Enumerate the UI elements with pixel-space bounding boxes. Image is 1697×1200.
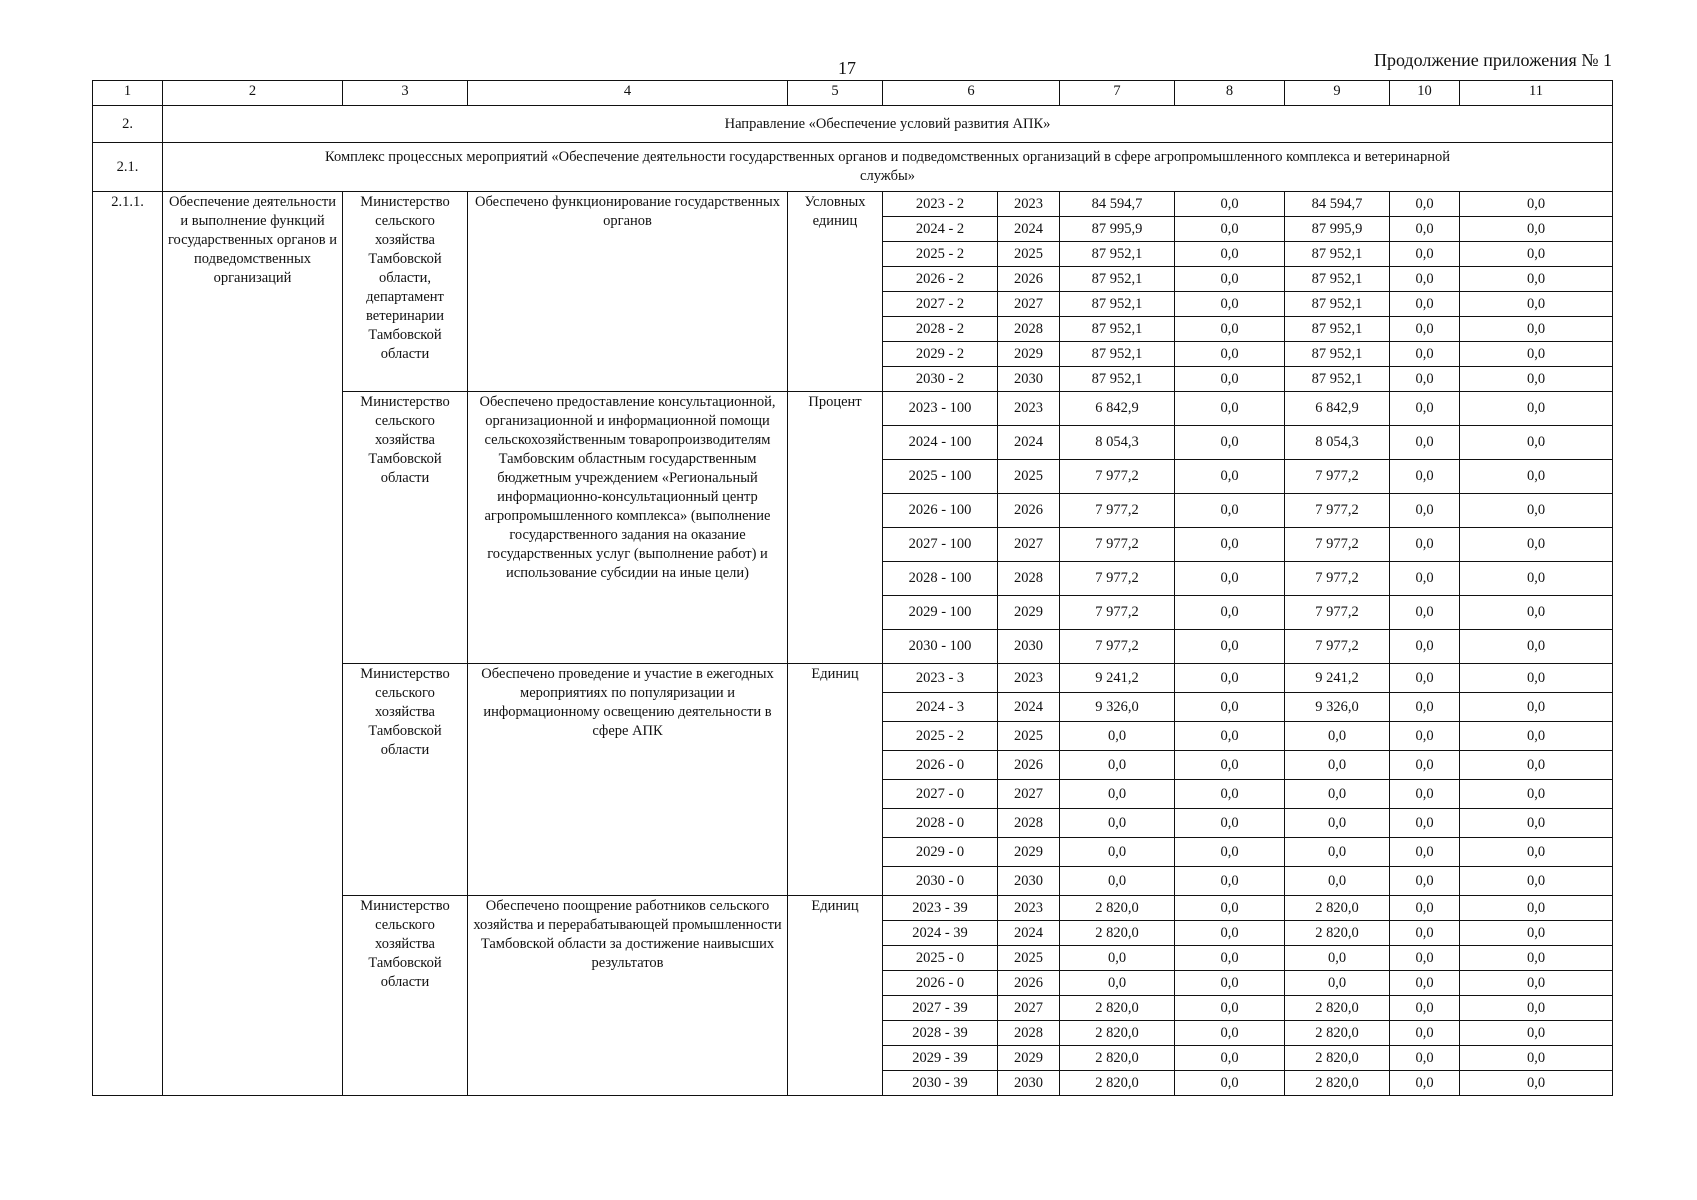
col-header: 4 [468, 81, 788, 106]
total-amount: 7 977,2 [1060, 562, 1175, 596]
municipal-amount: 0,0 [1390, 867, 1460, 896]
page-number: 17 [838, 58, 856, 78]
federal-amount: 0,0 [1175, 809, 1285, 838]
other-amount: 0,0 [1460, 838, 1613, 867]
other-amount: 0,0 [1460, 780, 1613, 809]
regional-amount: 0,0 [1285, 809, 1390, 838]
other-amount: 0,0 [1460, 946, 1613, 971]
other-amount: 0,0 [1460, 494, 1613, 528]
target-value: 2028 - 39 [883, 1021, 998, 1046]
year-cell: 2029 [998, 838, 1060, 867]
year-cell: 2024 [998, 426, 1060, 460]
result-cell: Обеспечено предоставление консультационной, организационной и информационной помощи сельскохозяйственным товаропроизводителям Тамбовским областным государственным бюджетным учреждением «Региональный информационно-консультационный центр агропромышленного комплекса» (выполнение государственного задания на оказание государственных услуг (выполнение работ) и использование субсидии на иные цели) [468, 392, 788, 664]
total-amount: 87 952,1 [1060, 267, 1175, 292]
unit-cell: Процент [788, 392, 883, 664]
year-cell: 2025 [998, 722, 1060, 751]
other-amount: 0,0 [1460, 996, 1613, 1021]
federal-amount: 0,0 [1175, 562, 1285, 596]
municipal-amount: 0,0 [1390, 838, 1460, 867]
regional-amount: 0,0 [1285, 946, 1390, 971]
year-cell: 2027 [998, 528, 1060, 562]
target-value: 2024 - 3 [883, 693, 998, 722]
target-value: 2023 - 39 [883, 896, 998, 921]
total-amount: 7 977,2 [1060, 460, 1175, 494]
federal-amount: 0,0 [1175, 921, 1285, 946]
year-cell: 2028 [998, 809, 1060, 838]
total-amount: 8 054,3 [1060, 426, 1175, 460]
year-cell: 2029 [998, 342, 1060, 367]
col-header: 6 [883, 81, 1060, 106]
federal-amount: 0,0 [1175, 292, 1285, 317]
municipal-amount: 0,0 [1390, 1071, 1460, 1096]
year-cell: 2025 [998, 242, 1060, 267]
year-cell: 2030 [998, 630, 1060, 664]
total-amount: 7 977,2 [1060, 528, 1175, 562]
target-value: 2023 - 100 [883, 392, 998, 426]
target-value: 2030 - 0 [883, 867, 998, 896]
appendix-note: Продолжение приложения № 1 [1373, 50, 1612, 70]
year-cell: 2024 [998, 693, 1060, 722]
regional-amount: 2 820,0 [1285, 896, 1390, 921]
municipal-amount: 0,0 [1390, 1046, 1460, 1071]
target-value: 2025 - 0 [883, 946, 998, 971]
target-value: 2030 - 39 [883, 1071, 998, 1096]
regional-amount: 87 952,1 [1285, 267, 1390, 292]
other-amount: 0,0 [1460, 317, 1613, 342]
col-header: 5 [788, 81, 883, 106]
result-cell: Обеспечено поощрение работников сельского хозяйства и перерабатывающей промышленности Тамбовской области за достижение наивысших результатов [468, 896, 788, 1096]
year-cell: 2029 [998, 1046, 1060, 1071]
total-amount: 2 820,0 [1060, 996, 1175, 1021]
year-cell: 2026 [998, 971, 1060, 996]
municipal-amount: 0,0 [1390, 217, 1460, 242]
regional-amount: 2 820,0 [1285, 921, 1390, 946]
year-cell: 2028 [998, 562, 1060, 596]
regional-amount: 7 977,2 [1285, 630, 1390, 664]
regional-amount: 9 326,0 [1285, 693, 1390, 722]
municipal-amount: 0,0 [1390, 426, 1460, 460]
federal-amount: 0,0 [1175, 867, 1285, 896]
federal-amount: 0,0 [1175, 1046, 1285, 1071]
other-amount: 0,0 [1460, 367, 1613, 392]
municipal-amount: 0,0 [1390, 996, 1460, 1021]
target-value: 2029 - 100 [883, 596, 998, 630]
federal-amount: 0,0 [1175, 1021, 1285, 1046]
col-header: 7 [1060, 81, 1175, 106]
total-amount: 87 952,1 [1060, 292, 1175, 317]
complex-code: 2.1. [93, 143, 163, 192]
total-amount: 0,0 [1060, 722, 1175, 751]
complex-row [93, 143, 1613, 192]
year-cell: 2025 [998, 946, 1060, 971]
municipal-amount: 0,0 [1390, 562, 1460, 596]
executor-cell: Министерство сельского хозяйства Тамбовской области [343, 896, 468, 1096]
other-amount: 0,0 [1460, 693, 1613, 722]
target-value: 2025 - 2 [883, 242, 998, 267]
municipal-amount: 0,0 [1390, 460, 1460, 494]
direction-code: 2. [93, 106, 163, 143]
municipal-amount: 0,0 [1390, 596, 1460, 630]
total-amount: 9 326,0 [1060, 693, 1175, 722]
year-cell: 2026 [998, 751, 1060, 780]
column-number-row [93, 81, 1613, 106]
municipal-amount: 0,0 [1390, 809, 1460, 838]
year-cell: 2026 [998, 267, 1060, 292]
target-value: 2030 - 100 [883, 630, 998, 664]
municipal-amount: 0,0 [1390, 342, 1460, 367]
total-amount: 87 952,1 [1060, 367, 1175, 392]
direction-title: Направление «Обеспечение условий развития АПК» [163, 106, 1613, 143]
municipal-amount: 0,0 [1390, 392, 1460, 426]
year-cell: 2030 [998, 1071, 1060, 1096]
result-cell: Обеспечено проведение и участие в ежегодных мероприятиях по популяризации и информационному освещению деятельности в сфере АПК [468, 664, 788, 896]
other-amount: 0,0 [1460, 1046, 1613, 1071]
target-value: 2027 - 39 [883, 996, 998, 1021]
regional-amount: 87 952,1 [1285, 367, 1390, 392]
year-cell: 2023 [998, 896, 1060, 921]
federal-amount: 0,0 [1175, 896, 1285, 921]
other-amount: 0,0 [1460, 664, 1613, 693]
total-amount: 84 594,7 [1060, 192, 1175, 217]
regional-amount: 0,0 [1285, 971, 1390, 996]
result-cell: Обеспечено функционирование государственных органов [468, 192, 788, 392]
year-cell: 2023 [998, 664, 1060, 693]
federal-amount: 0,0 [1175, 392, 1285, 426]
federal-amount: 0,0 [1175, 426, 1285, 460]
program-table [92, 80, 1613, 1096]
other-amount: 0,0 [1460, 971, 1613, 996]
federal-amount: 0,0 [1175, 664, 1285, 693]
col-header: 8 [1175, 81, 1285, 106]
target-value: 2026 - 100 [883, 494, 998, 528]
regional-amount: 87 952,1 [1285, 242, 1390, 267]
federal-amount: 0,0 [1175, 630, 1285, 664]
total-amount: 0,0 [1060, 971, 1175, 996]
federal-amount: 0,0 [1175, 596, 1285, 630]
municipal-amount: 0,0 [1390, 242, 1460, 267]
year-cell: 2029 [998, 596, 1060, 630]
year-cell: 2023 [998, 392, 1060, 426]
total-amount: 7 977,2 [1060, 630, 1175, 664]
regional-amount: 0,0 [1285, 780, 1390, 809]
target-value: 2024 - 2 [883, 217, 998, 242]
regional-amount: 0,0 [1285, 722, 1390, 751]
regional-amount: 7 977,2 [1285, 596, 1390, 630]
regional-amount: 0,0 [1285, 751, 1390, 780]
regional-amount: 7 977,2 [1285, 460, 1390, 494]
target-value: 2026 - 0 [883, 751, 998, 780]
municipal-amount: 0,0 [1390, 1021, 1460, 1046]
target-value: 2030 - 2 [883, 367, 998, 392]
other-amount: 0,0 [1460, 528, 1613, 562]
regional-amount: 87 952,1 [1285, 342, 1390, 367]
other-amount: 0,0 [1460, 809, 1613, 838]
year-cell: 2027 [998, 292, 1060, 317]
direction-row [93, 106, 1613, 143]
col-header: 11 [1460, 81, 1613, 106]
regional-amount: 2 820,0 [1285, 1021, 1390, 1046]
total-amount: 2 820,0 [1060, 1021, 1175, 1046]
regional-amount: 87 952,1 [1285, 317, 1390, 342]
regional-amount: 2 820,0 [1285, 1046, 1390, 1071]
regional-amount: 87 995,9 [1285, 217, 1390, 242]
municipal-amount: 0,0 [1390, 971, 1460, 996]
target-value: 2025 - 2 [883, 722, 998, 751]
year-cell: 2027 [998, 780, 1060, 809]
regional-amount: 0,0 [1285, 867, 1390, 896]
total-amount: 87 952,1 [1060, 242, 1175, 267]
federal-amount: 0,0 [1175, 494, 1285, 528]
regional-amount: 87 952,1 [1285, 292, 1390, 317]
total-amount: 2 820,0 [1060, 1046, 1175, 1071]
total-amount: 0,0 [1060, 946, 1175, 971]
municipal-amount: 0,0 [1390, 367, 1460, 392]
federal-amount: 0,0 [1175, 367, 1285, 392]
total-amount: 87 952,1 [1060, 317, 1175, 342]
municipal-amount: 0,0 [1390, 292, 1460, 317]
municipal-amount: 0,0 [1390, 664, 1460, 693]
executor-cell: Министерство сельского хозяйства Тамбовской области [343, 392, 468, 664]
other-amount: 0,0 [1460, 921, 1613, 946]
federal-amount: 0,0 [1175, 971, 1285, 996]
municipal-amount: 0,0 [1390, 693, 1460, 722]
regional-amount: 8 054,3 [1285, 426, 1390, 460]
total-amount: 0,0 [1060, 809, 1175, 838]
year-cell: 2028 [998, 317, 1060, 342]
target-value: 2026 - 0 [883, 971, 998, 996]
municipal-amount: 0,0 [1390, 946, 1460, 971]
municipal-amount: 0,0 [1390, 896, 1460, 921]
federal-amount: 0,0 [1175, 528, 1285, 562]
municipal-amount: 0,0 [1390, 317, 1460, 342]
other-amount: 0,0 [1460, 1071, 1613, 1096]
municipal-amount: 0,0 [1390, 751, 1460, 780]
target-value: 2027 - 0 [883, 780, 998, 809]
regional-amount: 6 842,9 [1285, 392, 1390, 426]
federal-amount: 0,0 [1175, 267, 1285, 292]
total-amount: 87 995,9 [1060, 217, 1175, 242]
federal-amount: 0,0 [1175, 217, 1285, 242]
regional-amount: 0,0 [1285, 838, 1390, 867]
unit-cell: Единиц [788, 664, 883, 896]
year-cell: 2024 [998, 921, 1060, 946]
other-amount: 0,0 [1460, 426, 1613, 460]
other-amount: 0,0 [1460, 292, 1613, 317]
municipal-amount: 0,0 [1390, 267, 1460, 292]
municipal-amount: 0,0 [1390, 780, 1460, 809]
executor-cell: Министерство сельского хозяйства Тамбовской области, департамент ветеринарии Тамбовской области [343, 192, 468, 392]
regional-amount: 2 820,0 [1285, 996, 1390, 1021]
unit-cell: Единиц [788, 896, 883, 1096]
total-amount: 0,0 [1060, 838, 1175, 867]
target-value: 2025 - 100 [883, 460, 998, 494]
target-value: 2023 - 2 [883, 192, 998, 217]
other-amount: 0,0 [1460, 192, 1613, 217]
total-amount: 2 820,0 [1060, 1071, 1175, 1096]
federal-amount: 0,0 [1175, 693, 1285, 722]
total-amount: 2 820,0 [1060, 921, 1175, 946]
other-amount: 0,0 [1460, 751, 1613, 780]
col-header: 2 [163, 81, 343, 106]
target-value: 2023 - 3 [883, 664, 998, 693]
year-cell: 2026 [998, 494, 1060, 528]
other-amount: 0,0 [1460, 722, 1613, 751]
regional-amount: 2 820,0 [1285, 1071, 1390, 1096]
year-cell: 2030 [998, 367, 1060, 392]
target-value: 2029 - 0 [883, 838, 998, 867]
federal-amount: 0,0 [1175, 192, 1285, 217]
federal-amount: 0,0 [1175, 722, 1285, 751]
other-amount: 0,0 [1460, 596, 1613, 630]
col-header: 1 [93, 81, 163, 106]
federal-amount: 0,0 [1175, 1071, 1285, 1096]
regional-amount: 7 977,2 [1285, 528, 1390, 562]
target-value: 2027 - 100 [883, 528, 998, 562]
target-value: 2029 - 39 [883, 1046, 998, 1071]
federal-amount: 0,0 [1175, 460, 1285, 494]
other-amount: 0,0 [1460, 392, 1613, 426]
col-header: 3 [343, 81, 468, 106]
target-value: 2024 - 100 [883, 426, 998, 460]
total-amount: 0,0 [1060, 751, 1175, 780]
complex-title: Комплекс процессных мероприятий «Обеспечение деятельности государственных органов и подведомственных организаций в сфере агропромышленного комплекса и ветеринарной службы» [163, 143, 1613, 192]
target-value: 2028 - 100 [883, 562, 998, 596]
regional-amount: 7 977,2 [1285, 562, 1390, 596]
target-value: 2029 - 2 [883, 342, 998, 367]
municipal-amount: 0,0 [1390, 921, 1460, 946]
table-row [93, 192, 1613, 217]
year-cell: 2024 [998, 217, 1060, 242]
other-amount: 0,0 [1460, 630, 1613, 664]
other-amount: 0,0 [1460, 562, 1613, 596]
year-cell: 2030 [998, 867, 1060, 896]
other-amount: 0,0 [1460, 896, 1613, 921]
regional-amount: 7 977,2 [1285, 494, 1390, 528]
municipal-amount: 0,0 [1390, 192, 1460, 217]
total-amount: 6 842,9 [1060, 392, 1175, 426]
other-amount: 0,0 [1460, 217, 1613, 242]
federal-amount: 0,0 [1175, 996, 1285, 1021]
total-amount: 7 977,2 [1060, 596, 1175, 630]
federal-amount: 0,0 [1175, 342, 1285, 367]
other-amount: 0,0 [1460, 267, 1613, 292]
target-value: 2028 - 2 [883, 317, 998, 342]
target-value: 2026 - 2 [883, 267, 998, 292]
year-cell: 2025 [998, 460, 1060, 494]
federal-amount: 0,0 [1175, 751, 1285, 780]
executor-cell: Министерство сельского хозяйства Тамбовской области [343, 664, 468, 896]
municipal-amount: 0,0 [1390, 494, 1460, 528]
total-amount: 9 241,2 [1060, 664, 1175, 693]
other-amount: 0,0 [1460, 867, 1613, 896]
federal-amount: 0,0 [1175, 317, 1285, 342]
col-header: 9 [1285, 81, 1390, 106]
total-amount: 0,0 [1060, 867, 1175, 896]
municipal-amount: 0,0 [1390, 722, 1460, 751]
unit-cell: Условных единиц [788, 192, 883, 392]
municipal-amount: 0,0 [1390, 528, 1460, 562]
item-name: Обеспечение деятельности и выполнение функций государственных органов и подведомственных организаций [163, 192, 343, 1096]
regional-amount: 84 594,7 [1285, 192, 1390, 217]
municipal-amount: 0,0 [1390, 630, 1460, 664]
other-amount: 0,0 [1460, 342, 1613, 367]
target-value: 2028 - 0 [883, 809, 998, 838]
total-amount: 7 977,2 [1060, 494, 1175, 528]
year-cell: 2027 [998, 996, 1060, 1021]
federal-amount: 0,0 [1175, 838, 1285, 867]
regional-amount: 9 241,2 [1285, 664, 1390, 693]
year-cell: 2023 [998, 192, 1060, 217]
total-amount: 0,0 [1060, 780, 1175, 809]
col-header: 10 [1390, 81, 1460, 106]
item-code: 2.1.1. [93, 192, 163, 1096]
total-amount: 2 820,0 [1060, 896, 1175, 921]
federal-amount: 0,0 [1175, 780, 1285, 809]
total-amount: 87 952,1 [1060, 342, 1175, 367]
other-amount: 0,0 [1460, 460, 1613, 494]
federal-amount: 0,0 [1175, 946, 1285, 971]
target-value: 2027 - 2 [883, 292, 998, 317]
other-amount: 0,0 [1460, 242, 1613, 267]
federal-amount: 0,0 [1175, 242, 1285, 267]
other-amount: 0,0 [1460, 1021, 1613, 1046]
year-cell: 2028 [998, 1021, 1060, 1046]
target-value: 2024 - 39 [883, 921, 998, 946]
